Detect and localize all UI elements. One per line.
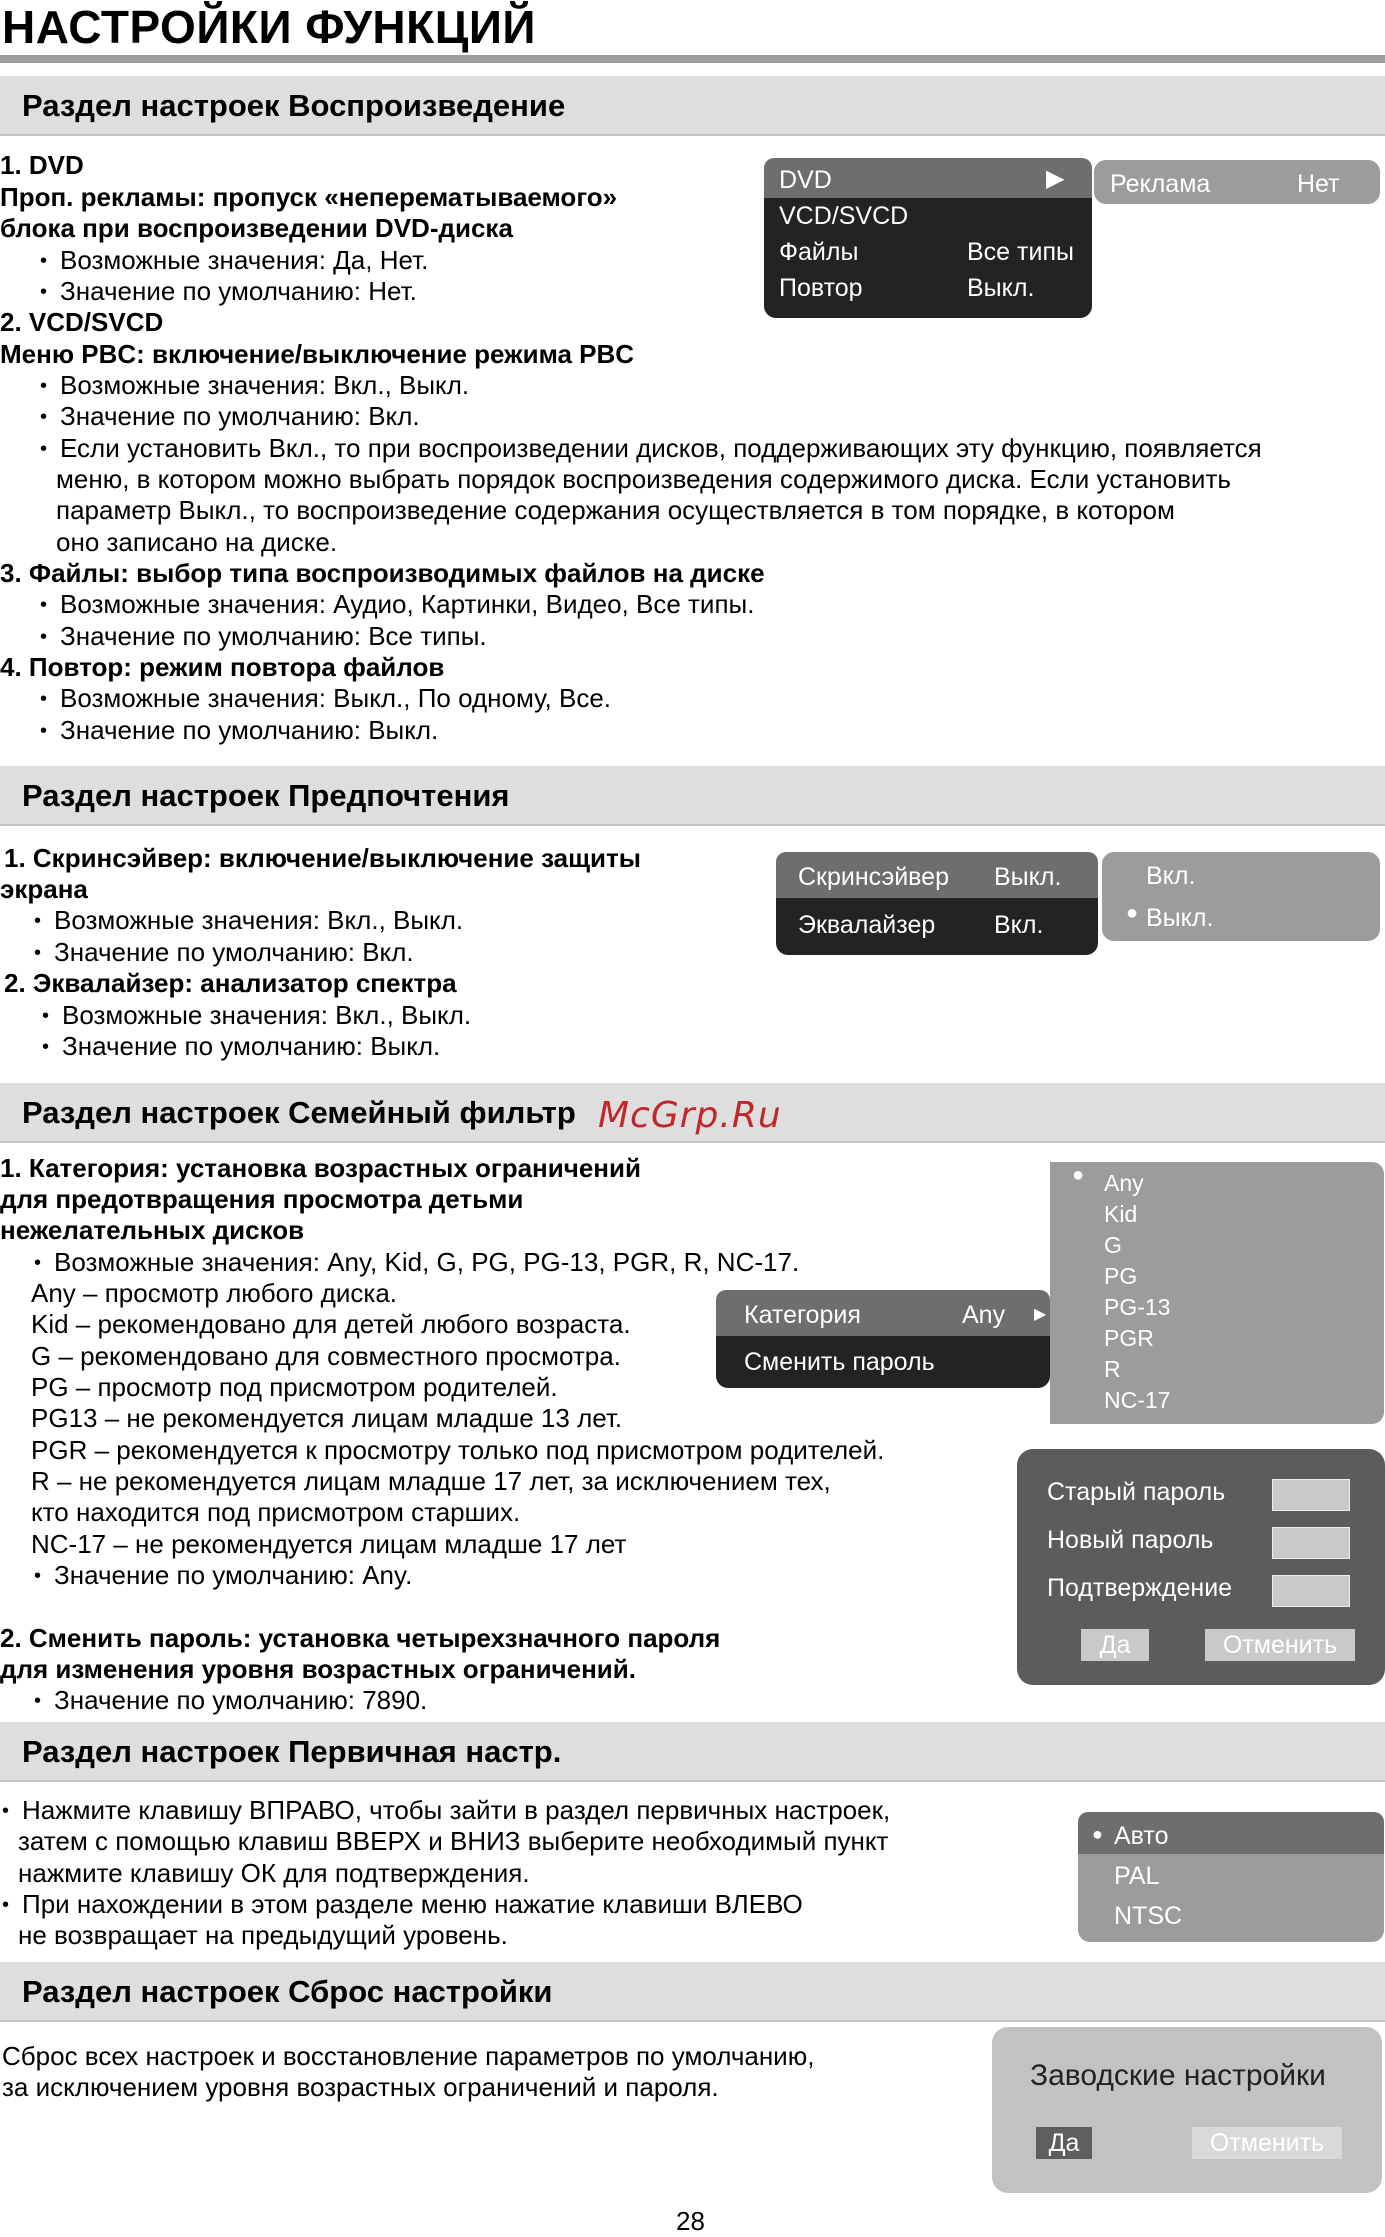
text-line: R – не рекомендуется лицам младше 17 лет, за исключением тех, (31, 1466, 831, 1496)
text-line: не возвращает на предыдущий уровень. (18, 1920, 508, 1950)
category-option[interactable]: PGR (1104, 1325, 1154, 1351)
text-line: Any – просмотр любого диска. (31, 1278, 398, 1308)
category-option[interactable]: Kid (1104, 1201, 1138, 1227)
selected-dot-icon: ● (1072, 1164, 1085, 1186)
text-line: • При нахождении в этом разделе меню нажатие клавиши ВЛЕВО (2, 1889, 803, 1921)
text-line: нажмите клавишу ОК для подтверждения. (18, 1858, 530, 1888)
text-line: оно записано на диске. (56, 527, 338, 557)
section-header-playback (0, 76, 1385, 136)
page-number: 28 (676, 2206, 705, 2236)
text-line: 2. Эквалайзер: анализатор спектра (4, 968, 457, 998)
text-line: • Возможные значения: Да, Нет. (40, 245, 428, 277)
ok-button[interactable]: Да (1036, 2127, 1092, 2159)
ok-button[interactable]: Да (1081, 1629, 1149, 1661)
video-system-options (1078, 1812, 1384, 1942)
chevron-right-icon: ▶ (1034, 1306, 1047, 1323)
category-list (1050, 1162, 1384, 1424)
menu-item-value: Any (962, 1301, 1006, 1329)
text-line: • Возможные значения: Выкл., По одному, Все. (40, 683, 611, 715)
dialog-title: Заводские настройки (1030, 2059, 1326, 2092)
onoff-options (1102, 852, 1380, 941)
text-line: для предотвращения просмотра детьми (0, 1184, 524, 1214)
category-option[interactable]: G (1104, 1232, 1122, 1258)
section-header-preferences (0, 766, 1385, 826)
category-option[interactable]: NC-17 (1104, 1387, 1171, 1413)
text-line: нежелательных дисков (0, 1215, 305, 1245)
menu-item-value: Выкл. (994, 863, 1062, 891)
menu-item-change-password[interactable]: Сменить пароль (744, 1348, 935, 1376)
section-title: Раздел настроек Семейный фильтр (22, 1095, 576, 1130)
text-line: • Возможные значения: Вкл., Выкл. (34, 905, 463, 937)
text-line: Сброс всех настроек и восстановление параметров по умолчанию, (2, 2041, 815, 2071)
submenu-value: Нет (1297, 170, 1340, 198)
menu-item-category[interactable]: Категория (744, 1301, 861, 1329)
menu-item-screensaver[interactable]: Скринсэйвер (798, 863, 949, 891)
text-line: затем с помощью клавиш ВВЕРХ и ВНИЗ выберите необходимый пункт (18, 1826, 889, 1856)
confirm-password-field[interactable] (1272, 1575, 1350, 1607)
text-line: 1. Категория: установка возрастных ограничений (0, 1153, 641, 1183)
category-option[interactable]: R (1104, 1356, 1121, 1382)
text-line: • Возможные значения: Аудио, Картинки, Видео, Все типы. (40, 589, 754, 621)
text-line: 2. Сменить пароль: установка четырехзначного пароля (0, 1623, 721, 1653)
text-line: 1. DVD (0, 150, 84, 180)
section-title: Раздел настроек Предпочтения (22, 778, 510, 813)
text-line: кто находится под присмотром старших. (31, 1497, 521, 1527)
text-line: 3. Файлы: выбор типа воспроизводимых файлов на диске (0, 558, 765, 588)
cancel-button[interactable]: Отменить (1205, 1629, 1355, 1661)
option-pal[interactable]: PAL (1114, 1862, 1160, 1890)
text-line: PG13 – не рекомендуется лицам младше 13 лет. (31, 1403, 623, 1433)
option-ntsc[interactable]: NTSC (1114, 1902, 1183, 1930)
ad-submenu[interactable] (1094, 160, 1380, 204)
confirm-password-label: Подтверждение (1047, 1574, 1233, 1602)
text-line: • Нажмите клавишу ВПРАВО, чтобы зайти в раздел первичных настроек, (2, 1795, 890, 1827)
menu-item-equalizer[interactable]: Эквалайзер (798, 911, 936, 939)
text-line: • Значение по умолчанию: 7890. (34, 1685, 427, 1717)
menu-item-value: Вкл. (994, 911, 1044, 939)
text-line: • Значение по умолчанию: Выкл. (42, 1031, 440, 1063)
new-password-label: Новый пароль (1047, 1526, 1214, 1554)
text-line: Меню PBC: включение/выключение режима PBC (0, 339, 635, 369)
text-line: для изменения уровня возрастных ограничений. (0, 1654, 636, 1684)
text-line: • Значение по умолчанию: Все типы. (40, 621, 487, 653)
old-password-field[interactable] (1272, 1479, 1350, 1511)
section-title: Раздел настроек Сброс настройки (22, 1974, 553, 2009)
new-password-field[interactable] (1272, 1527, 1350, 1559)
submenu-label: Реклама (1110, 170, 1211, 198)
family-menu (716, 1290, 1050, 1388)
option-auto[interactable]: Авто (1114, 1822, 1169, 1850)
text-line: • Значение по умолчанию: Нет. (40, 276, 417, 308)
text-line: блока при воспроизведении DVD-диска (0, 213, 513, 243)
section-title: Раздел настроек Первичная настр. (22, 1734, 562, 1769)
play-arrow-icon: ▶ (1046, 165, 1065, 192)
old-password-label: Старый пароль (1047, 1478, 1226, 1506)
selected-dot-icon: ● (1126, 902, 1139, 924)
menu-item-value: Все типы (967, 238, 1074, 266)
text-line: Проп. рекламы: пропуск «неперематываемого» (0, 182, 618, 212)
section-header-reset (0, 1962, 1385, 2022)
menu-item-repeat[interactable]: Повтор (779, 274, 863, 302)
text-line: • Значение по умолчанию: Вкл. (40, 401, 420, 433)
text-line: экрана (0, 874, 88, 904)
section-header-initial (0, 1722, 1385, 1782)
category-option[interactable]: PG-13 (1104, 1294, 1171, 1320)
text-line: • Значение по умолчанию: Выкл. (40, 715, 438, 747)
preferences-menu (776, 852, 1098, 955)
menu-item-value: Выкл. (967, 274, 1035, 302)
text-line: меню, в котором можно выбрать порядок воспроизведения содержимого диска. Если установить (56, 464, 1231, 494)
text-line: NC-17 – не рекомендуется лицам младше 17 лет (31, 1529, 627, 1559)
category-option[interactable]: PG (1104, 1263, 1138, 1289)
text-line: • Возможные значения: Вкл., Выкл. (42, 1000, 471, 1032)
menu-item-dvd[interactable]: DVD (779, 166, 832, 194)
menu-item-files[interactable]: Файлы (779, 238, 859, 266)
text-line: параметр Выкл., то воспроизведение содержания осуществляется в том порядке, в котором (56, 495, 1175, 525)
text-line: Kid – рекомендовано для детей любого возраста. (31, 1309, 631, 1339)
menu-item-vcd[interactable]: VCD/SVCD (779, 202, 909, 230)
text-line: 4. Повтор: режим повтора файлов (0, 652, 445, 682)
section-title: Раздел настроек Воспроизведение (22, 88, 566, 123)
text-line: • Возможные значения: Вкл., Выкл. (40, 370, 469, 402)
text-line: • Значение по умолчанию: Any. (34, 1560, 412, 1592)
text-line: • Если установить Вкл., то при воспроизведении дисков, поддерживающих эту функцию, появляется (40, 433, 1262, 465)
watermark: McGrp.Ru (598, 1095, 782, 1136)
text-line: • Возможные значения: Any, Kid, G, PG, PG-13, PGR, R, NC-17. (34, 1247, 799, 1279)
text-line: • Значение по умолчанию: Вкл. (34, 937, 414, 969)
text-line: 1. Скринсэйвер: включение/выключение защиты (4, 843, 641, 873)
title-divider (0, 55, 1385, 63)
page-title: НАСТРОЙКИ ФУНКЦИЙ (2, 1, 536, 53)
category-option[interactable]: Any (1104, 1170, 1144, 1196)
cancel-button[interactable]: Отменить (1192, 2127, 1342, 2159)
text-line: G – рекомендовано для совместного просмотра. (31, 1341, 621, 1371)
text-line: PGR – рекомендуется к просмотру только под присмотром родителей. (31, 1435, 885, 1465)
playback-menu (764, 158, 1092, 318)
option-on[interactable]: Вкл. (1146, 862, 1196, 890)
text-line: за исключением уровня возрастных ограничений и пароля. (2, 2072, 719, 2102)
text-line: 2. VCD/SVCD (0, 307, 164, 337)
option-off[interactable]: Выкл. (1146, 904, 1214, 932)
factory-reset-dialog (992, 2027, 1382, 2193)
selected-dot-icon: ● (1092, 1824, 1103, 1844)
password-dialog (1017, 1449, 1385, 1685)
text-line: PG – просмотр под присмотром родителей. (31, 1372, 558, 1402)
